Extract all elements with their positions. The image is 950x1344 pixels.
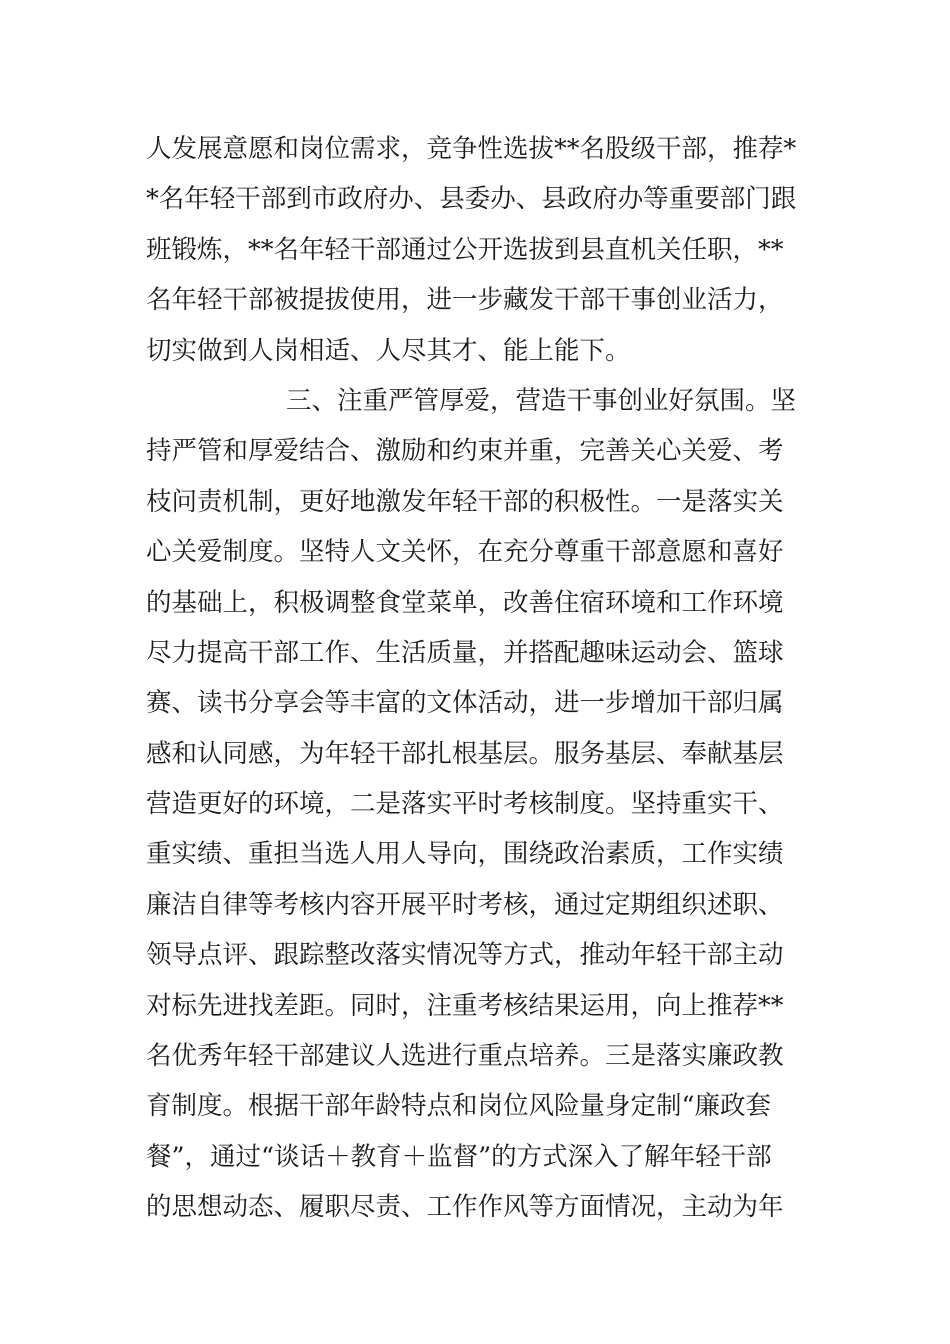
text-line: 枝问责机制，更好地激发年轻干部的积极性。一是落实关 [146,486,784,517]
text-line: 感和认同感，为年轻干部扎根基层。服务基层、奉献基层 [146,738,784,769]
text-line: 领导点评、跟踪整改落实情况等方式，推动年轻干部主动 [146,940,784,971]
text-line: 餐”，通过“谈话＋教育＋监督”的方式深入了解年轻干部 [146,1141,772,1172]
text-line: 班锻炼，**名年轻干部通过公开选拔到县直机关任职，** [146,234,784,265]
text-line: 的思想动态、履职尽责、工作作风等方面情况，主动为年 [146,1192,784,1223]
text-line: 尽力提高干部工作、生活质量，并搭配趣味运动会、篮球 [146,637,784,668]
text-line: 育制度。根据干部年龄特点和岗位风险量身定制“廉政套 [146,1091,772,1122]
text-line: 对标先进找差距。同时，注重考核结果运用，向上推荐** [146,990,784,1021]
text-line: 人发展意愿和岗位需求，竞争性选拔**名股级干部，推荐* [146,134,797,164]
body-text [146,124,816,1233]
text-line: 的基础上，积极调整食堂菜单，改善住宿环境和工作环境 [146,587,784,618]
text-line: 持严管和厚爱结合、激励和约束并重，完善关心关爱、考 [146,436,784,467]
text-line: 廉洁自律等考核内容开展平时考核，通过定期组织述职、 [146,889,784,920]
text-line: 营造更好的环境，二是落实平时考核制度。坚持重实干、 [146,789,784,820]
section-heading-line: 三、注重严管厚爱，营造干事创业好氛围。坚 [286,385,797,416]
text-line: *名年轻干部到市政府办、县委办、县政府办等重要部门跟 [146,184,797,215]
text-line: 切实做到人岗相适、人尽其才、能上能下。 [146,335,631,366]
text-line: 赛、读书分享会等丰富的文体活动，进一步增加干部归属 [146,688,784,719]
text-line: 名年轻干部被提拔使用，进一步藏发干部干事创业活力， [146,285,784,316]
text-line: 重实绩、重担当选人用人导向，围绕政治素质，工作实绩 [146,839,784,870]
text-line: 名优秀年轻干部建议人选进行重点培养。三是落实廉政教 [146,1041,784,1072]
text-line: 心关爱制度。坚特人文关怀，在充分尊重干部意愿和喜好 [146,537,784,568]
